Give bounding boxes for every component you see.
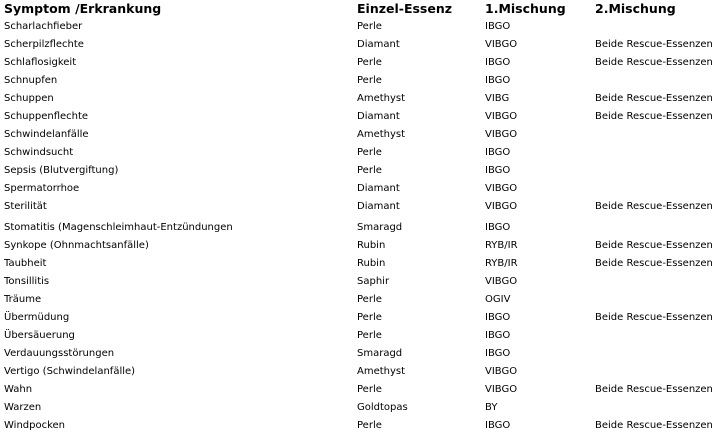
table-row xyxy=(0,74,720,92)
cell-symptom: Tonsillitis xyxy=(4,276,50,287)
cell-symptom: Warzen xyxy=(4,402,42,413)
cell-mischung-1: VIBGO xyxy=(485,129,518,140)
table-row xyxy=(0,56,720,74)
cell-mischung-1: IBGO xyxy=(485,222,511,233)
header-einzel-essenz: Einzel-Essenz xyxy=(357,1,453,16)
cell-symptom: Synkope (Ohnmachtsanfälle) xyxy=(4,240,149,251)
cell-einzel-essenz: Perle xyxy=(357,330,382,341)
cell-mischung-1: IBGO xyxy=(485,57,511,68)
cell-mischung-2: Beide Rescue-Essenzen xyxy=(595,420,713,431)
table-row xyxy=(0,200,720,221)
cell-einzel-essenz: Perle xyxy=(357,147,382,158)
cell-mischung-1: IBGO xyxy=(485,312,511,323)
cell-mischung-1: VIBGO xyxy=(485,39,518,50)
table-row xyxy=(0,311,720,329)
table-row xyxy=(0,110,720,128)
header-mischung-2: 2.Mischung xyxy=(595,1,676,16)
cell-symptom: Sterilität xyxy=(4,201,47,212)
cell-symptom: Schnupfen xyxy=(4,75,58,86)
cell-mischung-1: IBGO xyxy=(485,165,511,176)
cell-mischung-1: VIBGO xyxy=(485,111,518,122)
table-header xyxy=(0,0,720,20)
cell-einzel-essenz: Rubin xyxy=(357,240,386,251)
cell-mischung-1: RYB/IR xyxy=(485,240,518,251)
cell-mischung-1: IBGO xyxy=(485,147,511,158)
cell-symptom: Schlaflosigkeit xyxy=(4,57,77,68)
table-row xyxy=(0,239,720,257)
cell-einzel-essenz: Perle xyxy=(357,294,382,305)
cell-einzel-essenz: Diamant xyxy=(357,111,400,122)
table-row xyxy=(0,20,720,38)
cell-symptom: Übersäuerung xyxy=(4,330,75,341)
cell-einzel-essenz: Amethyst xyxy=(357,366,406,377)
cell-mischung-1: VIBGO xyxy=(485,384,518,395)
cell-mischung-1: IBGO xyxy=(485,75,511,86)
table-row xyxy=(0,257,720,275)
cell-einzel-essenz: Perle xyxy=(357,165,382,176)
cell-symptom: Sepsis (Blutvergiftung) xyxy=(4,165,119,176)
cell-einzel-essenz: Perle xyxy=(357,420,382,431)
table-row xyxy=(0,38,720,56)
cell-einzel-essenz: Diamant xyxy=(357,39,400,50)
cell-symptom: Vertigo (Schwindelanfälle) xyxy=(4,366,136,377)
cell-mischung-1: VIBGO xyxy=(485,183,518,194)
cell-einzel-essenz: Diamant xyxy=(357,183,400,194)
table-row xyxy=(0,401,720,419)
table-row xyxy=(0,164,720,182)
cell-symptom: Übermüdung xyxy=(4,312,70,323)
cell-einzel-essenz: Perle xyxy=(357,75,382,86)
cell-mischung-1: VIBGO xyxy=(485,366,518,377)
header-symptom: Symptom /Erkrankung xyxy=(4,1,162,16)
table-row xyxy=(0,419,720,437)
table-body xyxy=(0,20,720,437)
table-row xyxy=(0,182,720,200)
cell-mischung-2: Beide Rescue-Essenzen xyxy=(595,384,713,395)
cell-mischung-2: Beide Rescue-Essenzen xyxy=(595,201,713,212)
cell-einzel-essenz: Amethyst xyxy=(357,93,406,104)
cell-einzel-essenz: Perle xyxy=(357,57,382,68)
cell-mischung-1: VIBG xyxy=(485,93,510,104)
table-row xyxy=(0,347,720,365)
cell-einzel-essenz: Perle xyxy=(357,384,382,395)
cell-einzel-essenz: Diamant xyxy=(357,201,400,212)
cell-mischung-1: BY xyxy=(485,402,498,413)
table-row xyxy=(0,365,720,383)
cell-symptom: Träume xyxy=(4,294,42,305)
cell-symptom: Wahn xyxy=(4,384,33,395)
cell-mischung-1: RYB/IR xyxy=(485,258,518,269)
cell-einzel-essenz: Smaragd xyxy=(357,222,403,233)
table-row xyxy=(0,221,720,239)
table-row xyxy=(0,383,720,401)
cell-einzel-essenz: Amethyst xyxy=(357,129,406,140)
cell-symptom: Scherpilzflechte xyxy=(4,39,84,50)
cell-mischung-1: VIBGO xyxy=(485,276,518,287)
cell-mischung-1: IBGO xyxy=(485,348,511,359)
table-row xyxy=(0,146,720,164)
table-row xyxy=(0,92,720,110)
header-mischung-1: 1.Mischung xyxy=(485,1,566,16)
cell-mischung-2: Beide Rescue-Essenzen xyxy=(595,258,713,269)
cell-symptom: Stomatitis (Magenschleimhaut-Entzündungen xyxy=(4,222,233,233)
cell-mischung-2: Beide Rescue-Essenzen xyxy=(595,57,713,68)
cell-symptom: Verdauungsstörungen xyxy=(4,348,115,359)
cell-einzel-essenz: Perle xyxy=(357,312,382,323)
cell-mischung-2: Beide Rescue-Essenzen xyxy=(595,39,713,50)
table-row xyxy=(0,293,720,311)
cell-einzel-essenz: Perle xyxy=(357,21,382,32)
table-row xyxy=(0,329,720,347)
cell-einzel-essenz: Saphir xyxy=(357,276,390,287)
cell-mischung-1: OGIV xyxy=(485,294,511,305)
cell-symptom: Taubheit xyxy=(4,258,47,269)
cell-mischung-1: IBGO xyxy=(485,21,511,32)
cell-einzel-essenz: Smaragd xyxy=(357,348,403,359)
cell-symptom: Schuppen xyxy=(4,93,54,104)
cell-mischung-1: IBGO xyxy=(485,330,511,341)
cell-symptom: Scharlachfieber xyxy=(4,21,83,32)
cell-mischung-2: Beide Rescue-Essenzen xyxy=(595,93,713,104)
cell-mischung-1: IBGO xyxy=(485,420,511,431)
table-row xyxy=(0,275,720,293)
cell-symptom: Schuppenflechte xyxy=(4,111,89,122)
cell-mischung-2: Beide Rescue-Essenzen xyxy=(595,240,713,251)
cell-einzel-essenz: Goldtopas xyxy=(357,402,408,413)
cell-mischung-2: Beide Rescue-Essenzen xyxy=(595,111,713,122)
cell-symptom: Schwindsucht xyxy=(4,147,74,158)
cell-symptom: Windpocken xyxy=(4,420,66,431)
cell-symptom: Spermatorrhoe xyxy=(4,183,80,194)
cell-mischung-1: VIBGO xyxy=(485,201,518,212)
cell-mischung-2: Beide Rescue-Essenzen xyxy=(595,312,713,323)
cell-einzel-essenz: Rubin xyxy=(357,258,386,269)
table-row xyxy=(0,128,720,146)
cell-symptom: Schwindelanfälle xyxy=(4,129,89,140)
